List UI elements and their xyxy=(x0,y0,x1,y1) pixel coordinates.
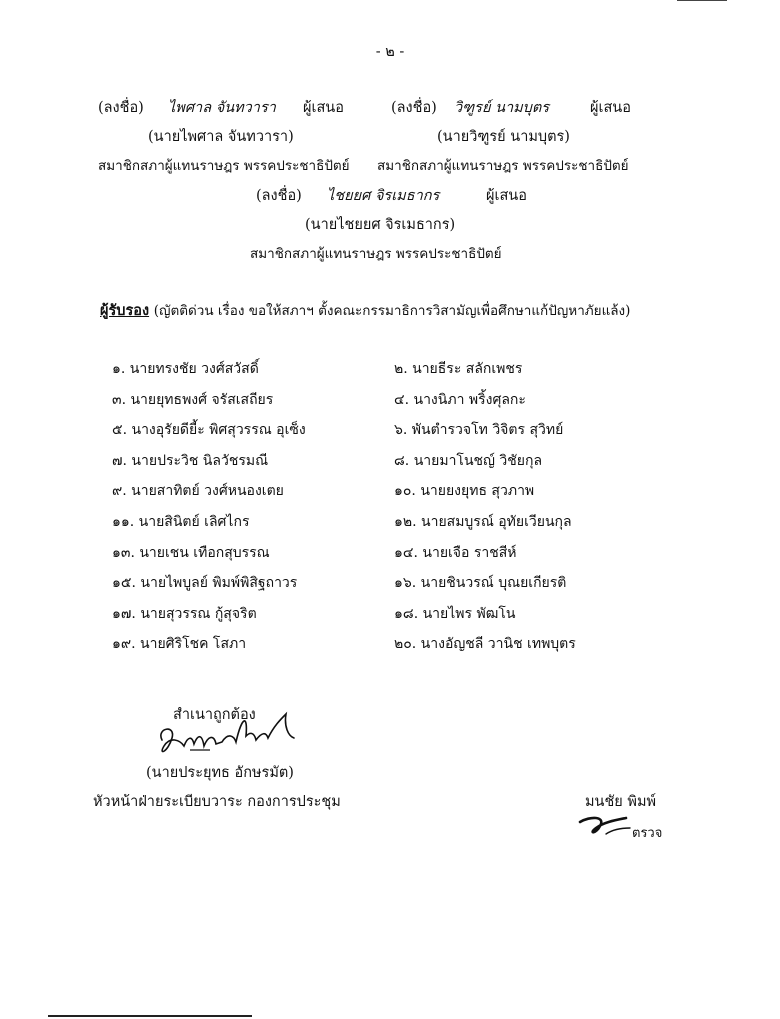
proposer-name: (นายไชยยศ จิรเมธากร) xyxy=(305,217,456,233)
sign-prefix: (ลงชื่อ) xyxy=(391,100,437,116)
proposer-affiliation: สมาชิกสภาผู้แทนราษฎร พรรคประชาธิปัตย์ xyxy=(377,158,629,174)
list-item: ๓. นายยุทธพงศ์ จรัสเสถียร xyxy=(112,391,274,408)
initials-scribble-icon xyxy=(576,812,632,840)
sign-prefix: (ลงชื่อ) xyxy=(98,100,144,116)
checker-label: ตรวจ xyxy=(632,826,663,841)
endorsers-heading-line xyxy=(100,299,630,322)
list-item: ๑๓. นายเชน เทือกสุบรรณ xyxy=(112,544,270,561)
bottom-edge-line xyxy=(48,1015,252,1017)
signature: ไพศาล จันทวารา xyxy=(168,100,276,116)
signature: วิฑูรย์ นามบุตร xyxy=(454,100,550,116)
signature: ไชยยศ จิรเมธากร xyxy=(327,188,440,204)
list-item: ๑๗. นายสุวรรณ กู้สุจริต xyxy=(112,605,257,622)
role-label: ผู้เสนอ xyxy=(590,100,631,116)
list-item: ๑๔. นายเจือ ราชสีห์ xyxy=(394,544,517,561)
list-item: ๑. นายทรงชัย วงศ์สวัสดิ์ xyxy=(112,361,259,377)
page-number: - ๒ - xyxy=(375,44,405,60)
certifier-name: (นายประยุทธ อักษรมัต) xyxy=(146,765,294,781)
list-item: ๑๙. นายศิริโชค โสภา xyxy=(112,636,247,653)
list-item: ๙. นายสาทิตย์ วงศ์หนองเตย xyxy=(112,483,284,500)
list-item: ๗. นายประวิช นิลวัชรมณี xyxy=(112,452,269,469)
list-item: ๒๐. นางอัญชลี วานิช เทพบุตร xyxy=(394,636,576,653)
list-item: ๖. พันตำรวจโท วิจิตร สุวิทย์ xyxy=(394,422,564,439)
checker-initials xyxy=(576,812,632,840)
role-label: ผู้เสนอ xyxy=(486,188,527,204)
handwritten-signature xyxy=(150,706,310,766)
proposer-affiliation: สมาชิกสภาผู้แทนราษฎร พรรคประชาธิปัตย์ xyxy=(98,158,350,174)
list-item: ๒. นายธีระ สลักเพชร xyxy=(394,361,523,377)
certifier-position: หัวหน้าฝ่ายระเบียบวาระ กองการประชุม xyxy=(93,794,341,810)
list-item: ๑๕. นายไพบูลย์ พิมพ์พิสิฐถาวร xyxy=(112,575,298,592)
proposer-name: (นายวิฑูรย์ นามบุตร) xyxy=(437,129,570,145)
list-item: ๑๒. นายสมบูรณ์ อุทัยเวียนกุล xyxy=(394,513,572,530)
sign-prefix: (ลงชื่อ) xyxy=(256,188,302,204)
list-item: ๑๑. นายสินิตย์ เลิศไกร xyxy=(112,513,250,530)
endorsers-left-column xyxy=(112,354,306,660)
proposer-affiliation: สมาชิกสภาผู้แทนราษฎร พรรคประชาธิปัตย์ xyxy=(250,246,502,262)
signature-scribble-icon xyxy=(150,706,310,766)
certify-label: สำเนาถูกต้อง xyxy=(173,707,256,723)
typist-name: มนชัย พิมพ์ xyxy=(585,794,657,810)
endorsers-subject: (ญัตติด่วน เรื่อง ขอให้สภาฯ ตั้งคณะกรรมาธิการวิสามัญเพื่อศึกษาแก้ปัญหาภัยแล้ง) xyxy=(153,303,631,319)
endorsers-right-column xyxy=(394,354,576,660)
list-item: ๑๘. นายไพร พัฒโน xyxy=(394,605,516,622)
list-item: ๕. นางอุรัยดียี้ะ พิศสุวรรณ อุเซ็ง xyxy=(112,422,306,439)
list-item: ๑๐. นายยงยุทธ สุวภาพ xyxy=(394,483,535,500)
endorsers-heading: ผู้รับรอง xyxy=(100,302,150,319)
role-label: ผู้เสนอ xyxy=(303,100,344,116)
list-item: ๑๖. นายชินวรณ์ บุณยเกียรติ xyxy=(394,575,567,592)
proposer-name: (นายไพศาล จันทวารา) xyxy=(148,129,294,145)
list-item: ๘. นายมาโนชญ์ วิชัยกุล xyxy=(394,452,543,469)
top-edge-line xyxy=(677,0,727,1)
list-item: ๔. นางนิภา พริ้งศุลกะ xyxy=(394,391,526,408)
